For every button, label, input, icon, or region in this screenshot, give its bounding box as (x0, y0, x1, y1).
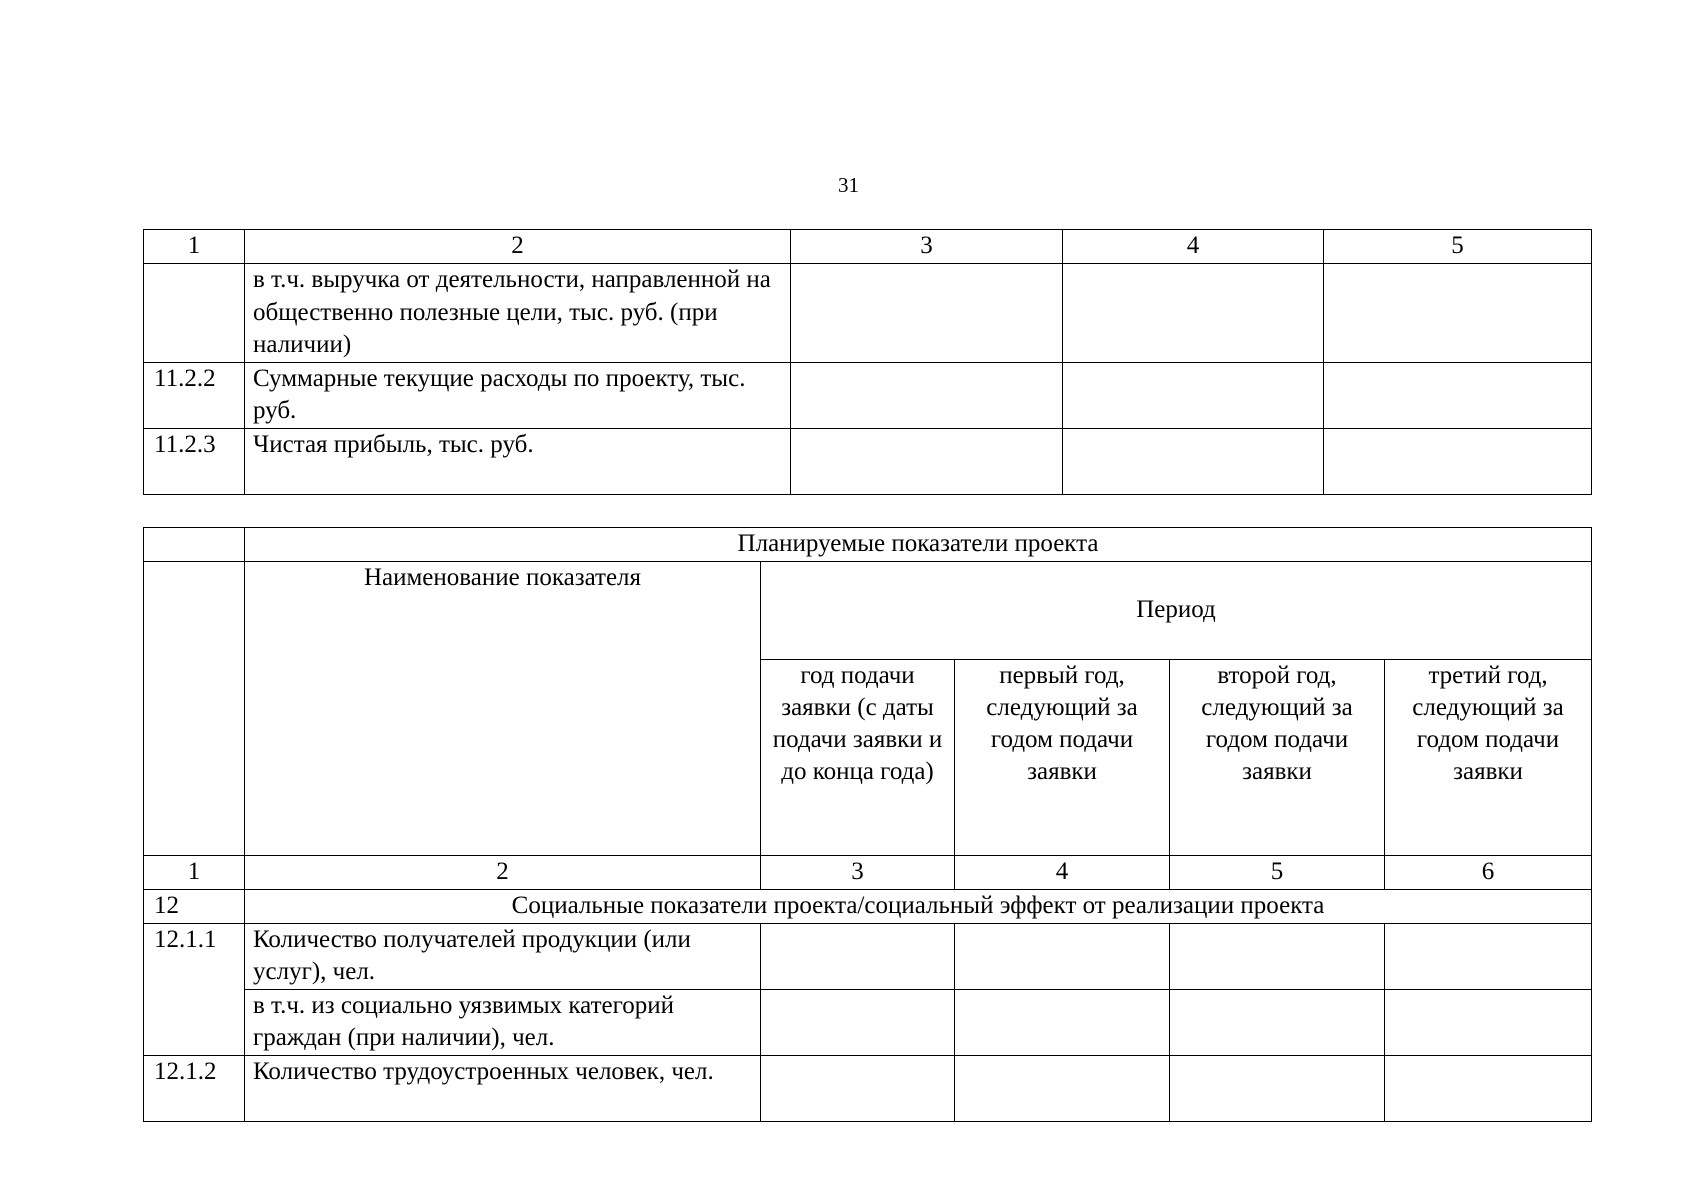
column-number: 4 (955, 855, 1170, 889)
table-row (144, 428, 1592, 494)
value-cell (1385, 923, 1592, 989)
value-cell (1324, 428, 1592, 494)
value-cell (791, 264, 1063, 363)
table-row (144, 264, 1592, 363)
table-row (144, 923, 1592, 989)
section-row (144, 889, 1592, 923)
financial-indicators-table (143, 229, 1592, 495)
table-header-row (144, 230, 1592, 264)
column-number: 6 (1385, 855, 1592, 889)
column-number: 2 (245, 855, 761, 889)
column-number: 3 (761, 855, 955, 889)
column-number: 1 (144, 855, 245, 889)
value-cell (791, 428, 1063, 494)
period-column-header: первый год, следующий за годом подачи заявки (955, 659, 1170, 855)
value-cell (1170, 1055, 1385, 1121)
indicator-label: в т.ч. из социально уязвимых категорий граждан (при наличии), чел. (245, 989, 761, 1055)
header-row (144, 561, 1592, 659)
indicator-label: Суммарные текущие расходы по проекту, тыс. руб. (245, 362, 791, 428)
indicator-name-header: Наименование показателя (245, 561, 761, 855)
page-number: 31 (838, 173, 859, 197)
value-cell (1170, 989, 1385, 1055)
value-cell (1324, 362, 1592, 428)
column-number: 4 (1063, 230, 1324, 264)
period-column-header: третий год, следующий за годом подачи заявки (1385, 659, 1592, 855)
section-title-row (144, 528, 1592, 562)
section-heading: Социальные показатели проекта/социальный эффект от реализации проекта (245, 889, 1592, 923)
table-row (144, 362, 1592, 428)
period-label: Период (1136, 595, 1216, 623)
column-number: 1 (144, 230, 245, 264)
value-cell (1063, 264, 1324, 363)
column-number: 2 (245, 230, 791, 264)
value-cell (1063, 428, 1324, 494)
row-number: 11.2.3 (144, 428, 245, 494)
column-number: 3 (791, 230, 1063, 264)
empty-cell (144, 528, 245, 562)
period-column-header: год подачи заявки (с даты подачи заявки и до конца года) (761, 659, 955, 855)
value-cell (955, 923, 1170, 989)
row-number: 11.2.2 (144, 362, 245, 428)
indicator-label: Количество получателей продукции (или услуг), чел. (245, 923, 761, 989)
section-number: 12 (144, 889, 245, 923)
value-cell (955, 1055, 1170, 1121)
table-row (144, 989, 1592, 1055)
table-row (144, 1055, 1592, 1121)
value-cell (761, 989, 955, 1055)
period-column-header: второй год, следующий за годом подачи заявки (1170, 659, 1385, 855)
empty-cell (144, 561, 245, 855)
column-number: 5 (1324, 230, 1592, 264)
value-cell (955, 989, 1170, 1055)
value-cell (791, 362, 1063, 428)
value-cell (761, 1055, 955, 1121)
row-number (144, 264, 245, 363)
column-number: 5 (1170, 855, 1385, 889)
row-number: 12.1.2 (144, 1055, 245, 1121)
section-title: Планируемые показатели проекта (245, 528, 1592, 562)
indicator-label: Чистая прибыль, тыс. руб. (245, 428, 791, 494)
value-cell (1385, 1055, 1592, 1121)
row-number: 12.1.1 (144, 923, 245, 1055)
value-cell (1324, 264, 1592, 363)
value-cell (761, 923, 955, 989)
value-cell (1063, 362, 1324, 428)
value-cell (1385, 989, 1592, 1055)
planned-indicators-table (143, 527, 1592, 1122)
value-cell (1170, 923, 1385, 989)
numbering-row (144, 855, 1592, 889)
indicator-label: в т.ч. выручка от деятельности, направленной на общественно полезные цели, тыс. руб. (при наличии) (245, 264, 791, 363)
indicator-label: Количество трудоустроенных человек, чел. (245, 1055, 761, 1121)
period-header (761, 561, 1592, 659)
